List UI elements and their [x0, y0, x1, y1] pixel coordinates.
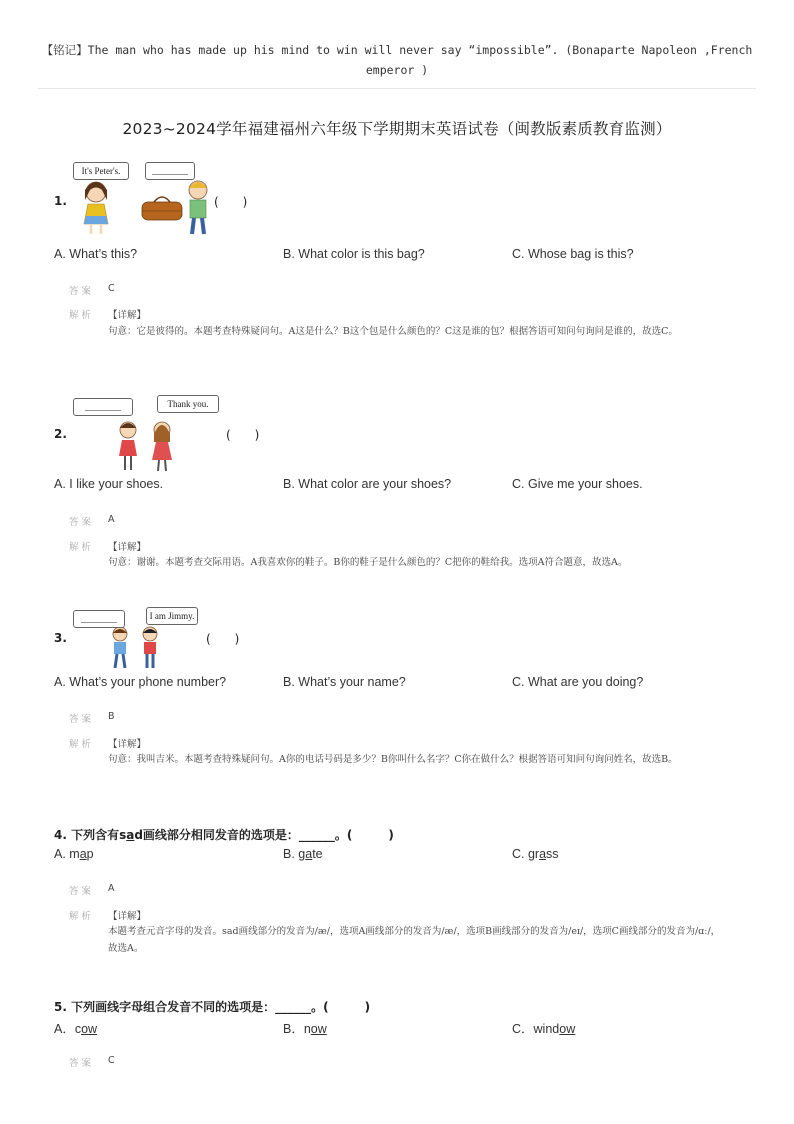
- option-b: B. What color are your shoes?: [283, 477, 452, 491]
- answer-value: A: [108, 514, 115, 525]
- answer-blank: ( ): [206, 632, 240, 646]
- girl-figure-left: [119, 422, 137, 470]
- answer-label: 答案: [69, 286, 95, 297]
- option-c: [512, 1019, 575, 1037]
- answer-value: C: [108, 1055, 115, 1066]
- option-a: A. What’s your phone number?: [54, 675, 227, 689]
- option-underlined: a: [305, 847, 313, 861]
- option-text: A. m: [54, 847, 80, 861]
- option-c: C. Whose bag is this?: [512, 247, 634, 261]
- option-underlined: ow: [310, 1022, 327, 1036]
- speech-bubble-left: ________: [73, 610, 125, 628]
- answer-value: A: [108, 883, 115, 894]
- girl-figure-right: [152, 422, 172, 471]
- option-a: A. What’s this?: [54, 247, 138, 261]
- header-divider: [38, 88, 756, 89]
- question-stem: 5. 下列画线字母组合发音不同的选项是：______。( ): [54, 1000, 371, 1014]
- detail-tag: 【详解】: [108, 911, 147, 922]
- option-a: [54, 1019, 97, 1037]
- answer-blank: ( ): [226, 428, 260, 442]
- answer-label: 答案: [69, 886, 95, 897]
- analysis-label: 解析: [69, 542, 95, 553]
- option-underlined: ow: [81, 1022, 98, 1036]
- detail-tag: 【详解】: [108, 542, 147, 553]
- option-text: ss: [546, 847, 559, 861]
- boy-figure-right: [143, 627, 157, 668]
- q3-illustration: [108, 624, 166, 670]
- option-text: B. g: [283, 847, 306, 861]
- question-number: 1.: [54, 194, 67, 208]
- option-b: [283, 1019, 327, 1037]
- stem-text-post: d画线部分相同发音的选项是：______。( ): [134, 828, 394, 842]
- option-text: te: [312, 847, 323, 861]
- question-stem: [54, 826, 394, 843]
- speech-bubble-left: ________: [73, 398, 133, 416]
- option-c: C. What are you doing?: [512, 675, 644, 689]
- option-b: [283, 847, 323, 861]
- explanation-text: 句意：它是彼得的。本题考查特殊疑问句。A这是什么？B这个包是什么颜色的？C这是谁的包？根据答语可知问句询问是谁的，故选C。: [108, 326, 678, 337]
- answer-label: 答案: [69, 714, 95, 725]
- speech-bubble-right: Thank you.: [157, 395, 219, 413]
- q2-illustration: [110, 416, 190, 474]
- option-text: p: [86, 847, 94, 861]
- boy-figure-left: [113, 627, 127, 668]
- option-underlined: ow: [559, 1022, 576, 1036]
- bag-image: [142, 197, 182, 220]
- question-number: 2.: [54, 427, 67, 441]
- boy-figure: [189, 181, 207, 234]
- option-text: A．c: [54, 1022, 82, 1036]
- answer-blank: ( ): [214, 195, 248, 209]
- analysis-label: 解析: [69, 739, 95, 750]
- stem-underlined: a: [126, 828, 135, 842]
- option-a: [54, 847, 94, 861]
- explanation-text: 句意：谢谢。本题考查交际用语。A我喜欢你的鞋子。B你的鞋子是什么颜色的？C把你的鞋给我。选项A符合题意，故选A。: [108, 557, 628, 568]
- detail-tag: 【详解】: [108, 310, 147, 321]
- option-c: C. Give me your shoes.: [512, 477, 643, 491]
- stem-text-pre: 4. 下列含有s: [54, 828, 127, 842]
- option-c: [512, 847, 559, 861]
- explanation-text: 本题考查元音字母的发音。sad画线部分的发音为/æ/，选项A画线部分的发音为/æ/，选项B画线部分的发音为/eɪ/，选项C画线部分的发音为/ɑː/，故选A。: [108, 926, 721, 954]
- page-title: 2023~2024学年福建福州六年级下学期期末英语试卷（闽教版素质教育监测）: [122, 120, 672, 138]
- answer-value: C: [108, 283, 115, 294]
- detail-tag: 【详解】: [108, 739, 147, 750]
- girl-figure: [84, 182, 108, 234]
- motto: 【铭记】The man who has made up his mind to win will never say “impossible”. (Bonaparte Napoleon ,French emperor ): [41, 43, 753, 77]
- option-b: B. What’s your name?: [283, 675, 406, 689]
- speech-bubble-right: I am Jimmy.: [146, 607, 198, 625]
- answer-label: 答案: [69, 517, 95, 528]
- analysis-label: 解析: [69, 911, 95, 922]
- answer-value: B: [108, 711, 115, 722]
- option-text: C．wind: [512, 1022, 560, 1036]
- option-text: B．n: [283, 1022, 311, 1036]
- option-b: B. What color is this bag?: [283, 247, 425, 261]
- analysis-label: 解析: [69, 310, 95, 321]
- speech-bubble-girl: It's Peter's.: [73, 162, 129, 180]
- question-number: 3.: [54, 631, 67, 645]
- option-underlined: a: [79, 847, 87, 861]
- option-underlined: a: [539, 847, 547, 861]
- speech-bubble-boy: ________: [145, 162, 195, 180]
- explanation-text: 句意：我叫吉米。本题考查特殊疑问句。A你的电话号码是多少？B你叫什么名字？C你在做什么？根据答语可知问句询问姓名，故选B。: [108, 754, 678, 765]
- answer-label: 答案: [69, 1058, 95, 1069]
- option-text: C. gr: [512, 847, 540, 861]
- option-a: A. I like your shoes.: [54, 477, 164, 491]
